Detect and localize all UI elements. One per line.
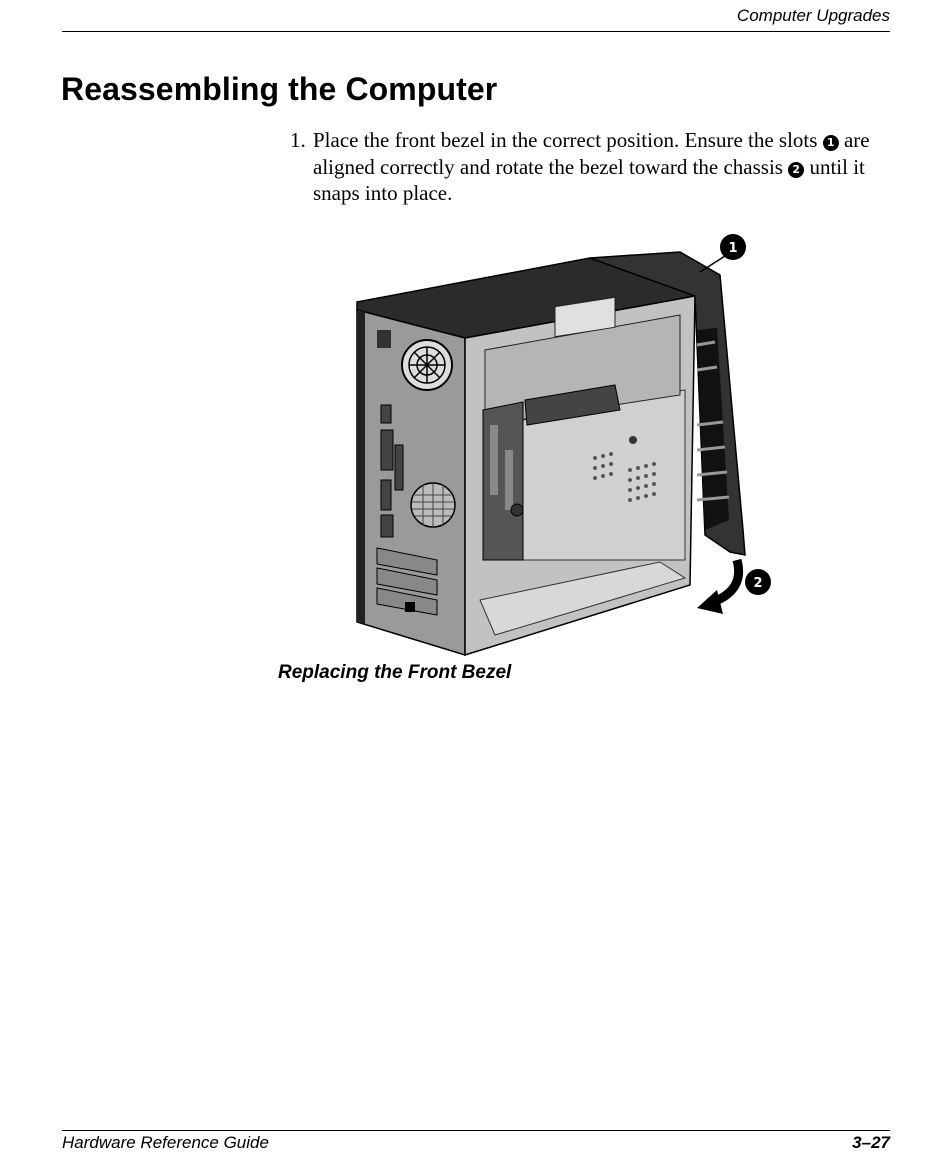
computer-bezel-illustration [345, 230, 785, 660]
step-text [313, 127, 880, 207]
running-header: Computer Upgrades [736, 6, 890, 25]
step-text-part-1: Place the front bezel in the correct position. Ensure the slots [313, 128, 818, 152]
header-rule [62, 31, 890, 32]
callout-2-inline: 2 [788, 162, 804, 178]
figure-caption: Replacing the Front Bezel [278, 662, 512, 683]
footer-rule [62, 1130, 890, 1131]
page-title: Reassembling the Computer [61, 71, 498, 107]
system-board [483, 402, 523, 560]
footer-guide-title: Hardware Reference Guide [62, 1133, 269, 1152]
rear-edge [357, 310, 365, 624]
callout-1-label: 1 [728, 241, 738, 256]
callout-1-inline: 1 [823, 135, 839, 151]
step-text-part-2: are aligned correctly and rotate the bezel toward the chassis [313, 128, 870, 179]
page-number: 3–27 [852, 1133, 890, 1152]
step-1 [290, 127, 880, 207]
step-text-part-3: until it snaps into place. [313, 154, 865, 205]
callout-2-label: 2 [753, 576, 763, 591]
step-number: 1. [290, 128, 306, 152]
